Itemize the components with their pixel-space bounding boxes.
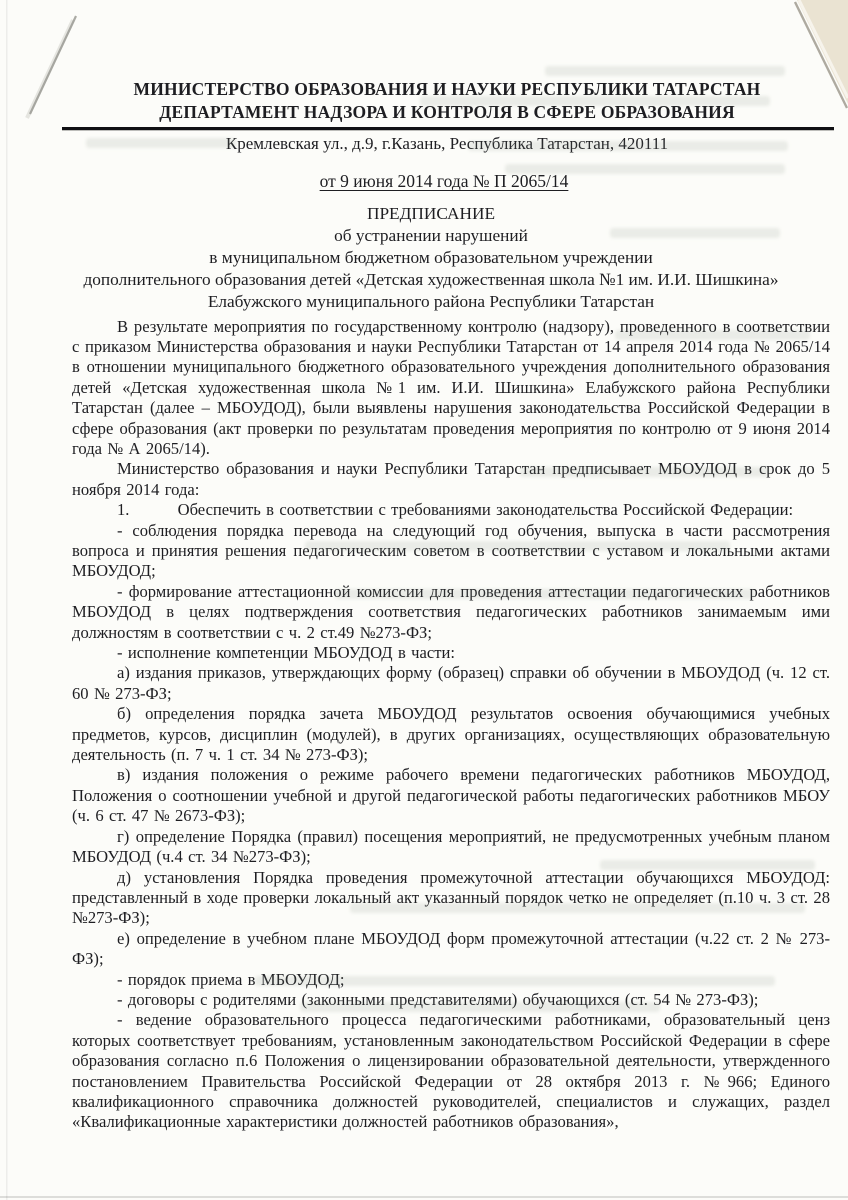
- letterhead-address: Кремлевская ул., д.9, г.Казань, Республика Татарстан, 420111: [225, 134, 669, 153]
- document-date-number: [0, 170, 848, 192]
- document-paragraph: - ведение образовательного процесса педагогическими работниками, образовательный ценз которых соответствует требованиям, установленным законодательством Российской Федерации в сфере образования согласно п.6 Положения о лицензировании образовательной деятельности, утвержденного постановлением Правительства Российской Федерации от 28 октября 2013 г. №966; Единого квалификационного справочника должностей руководителей, специалистов и служащих, раздел «Квалификационные характеристики должностей работников образования»,: [72, 1010, 830, 1132]
- document-subtitle-1: об устранении нарушений: [334, 225, 528, 245]
- document-subtitle-3: дополнительного образования детей «Детская художественная школа №1 им. И.И. Шишкина»: [83, 269, 779, 289]
- document-paragraph: 1. Обеспечить в соответствии с требованиями законодательства Российской Федерации:: [117, 500, 794, 520]
- document-paragraph: Министерство образования и науки Республики Татарстан предписывает МБОУДОД в срок до 5 ноября 2014 года:: [72, 459, 830, 499]
- document-paragraph: - порядок приема в МБОУДОД;: [117, 969, 345, 989]
- document-paragraph: а) издания приказов, утверждающих форму (образец) справки об обучении в МБОУДОД (ч. 12 ст. 60 № 273-ФЗ;: [72, 663, 830, 703]
- document-subtitle-4: Елабужского муниципального района Республики Татарстан: [207, 291, 655, 311]
- scan-edge-bottom: [0, 1196, 848, 1198]
- document-paragraph: - договоры с родителями (законными представителями) обучающихся (ст. 54 № 273-ФЗ);: [117, 989, 759, 1009]
- document-body: [0, 317, 848, 1133]
- document-paragraph: - формирование аттестационной комиссии для проведения аттестации педагогических работников МБОУДОД в целях подтверждения соответствия педагогических работников занимаемым ими должностям в соответствии с ч. 2 ст.49 №273-ФЗ;: [72, 581, 830, 642]
- document-paragraph: г) определение Порядка (правил) посещения мероприятий, не предусмотренных учебным планом МБОУДОД (ч.4 ст. 34 №273-ФЗ);: [72, 826, 830, 867]
- document-subtitle-2: в муниципальном бюджетном образовательном учреждении: [209, 247, 653, 267]
- document-title-block: [0, 203, 848, 313]
- document-paragraph: в) издания положения о режиме рабочего времени педагогических работников МБОУДОД, Положения о соотношении учебной и другой педагогической работы педагогических работников МБОУ (ч. 6 ст. 47 № 2673-ФЗ);: [72, 765, 830, 826]
- document-paragraph: В результате мероприятия по государственному контролю (надзору), проведенного в соответствии с приказом Министерства образования и науки Республики Татарстан от 14 апреля 2014 года № 2065/14 в отношении муниципального бюджетного образовательного учреждения дополнительного образования детей «Детская художественная школа №1 им. И.И. Шишкина» Елабужского района Республики Татарстан (далее – МБОУДОД), были выявлены нарушения законодательства Российской Федерации в сфере образования (акт проверки по результатам проведения мероприятия по контролю от 9 июня 2014 года № А 2065/14).: [72, 316, 830, 458]
- letterhead-rule: [62, 127, 834, 130]
- document-paragraph: - соблюдения порядка перевода на следующий год обучения, выпуска в части рассмотрения вопроса и принятия решения педагогическим советом в соответствии с уставом и локальными актами МБОУДОД;: [72, 520, 830, 581]
- bleedthrough-mark: [545, 66, 785, 76]
- document-title: ПРЕДПИСАНИЕ: [366, 204, 496, 223]
- ministry-name: МИНИСТЕРСТВО ОБРАЗОВАНИЯ И НАУКИ РЕСПУБЛИКИ ТАТАРСТАН: [133, 79, 761, 99]
- document-date-number-text: от 9 июня 2014 года № П 2065/14: [319, 171, 569, 191]
- document-paragraph: б) определения порядка зачета МБОУДОД результатов освоения обучающимися учебных предметов, курсов, дисциплин (модулей), в других организациях, осуществляющих образовательную деятельность (п. 7 ч. 1 ст. 34 № 273-ФЗ);: [72, 704, 830, 765]
- document-paragraph: д) установления Порядка проведения промежуточной аттестации обучающихся МБОУДОД: представленный в ходе проверки локальный акт указанный порядок четко не определяет (п.10 ч. 3 ст. 28 №273-ФЗ);: [72, 867, 830, 928]
- document-paragraph: е) определение в учебном плане МБОУДОД форм промежуточной аттестации (ч.22 ст. 2 № 273-ФЗ);: [72, 928, 830, 969]
- document-paragraph: - исполнение компетенции МБОУДОД в части:: [117, 643, 455, 663]
- letterhead: [0, 78, 848, 124]
- department-name: ДЕПАРТАМЕНТ НАДЗОРА И КОНТРОЛЯ В СФЕРЕ ОБРАЗОВАНИЯ: [159, 102, 735, 122]
